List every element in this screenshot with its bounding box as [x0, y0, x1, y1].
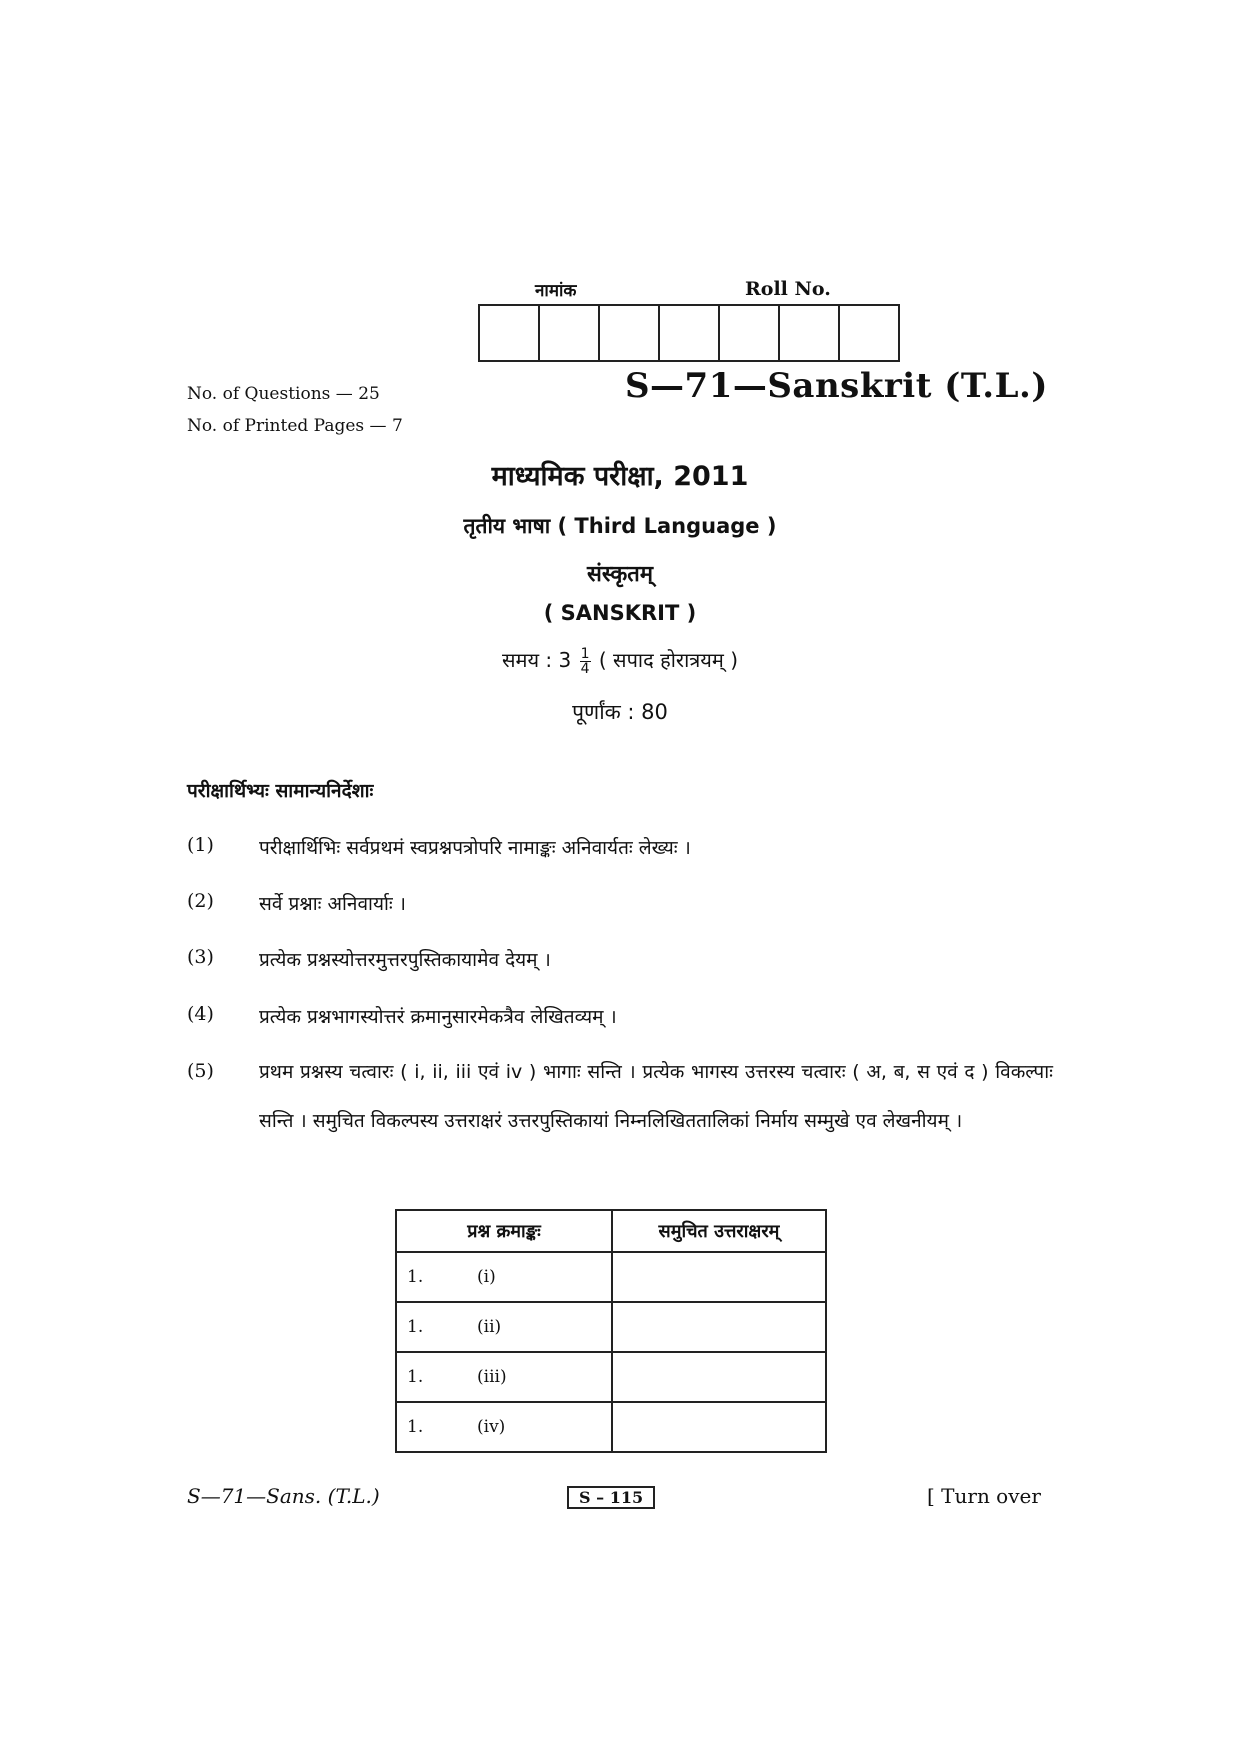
question-cell [396, 1252, 612, 1302]
instruction-number: (4) [187, 1003, 214, 1025]
time-line [0, 646, 1240, 676]
instruction-number: (5) [187, 1060, 214, 1082]
question-number: 1. [407, 1367, 424, 1387]
roll-digit-box[interactable] [720, 306, 780, 360]
time-fraction [580, 647, 591, 676]
roll-digit-box[interactable] [540, 306, 600, 360]
question-part: (iii) [477, 1367, 507, 1387]
roll-number-boxes [478, 304, 900, 362]
question-number: 1. [407, 1417, 424, 1437]
instruction-text: परीक्षार्थिभिः सर्वप्रथमं स्वप्रश्नपत्रोपरि नामाङ्कः अनिवार्यतः लेख्यः । [259, 837, 691, 859]
answer-cell[interactable] [612, 1252, 826, 1302]
table-row [396, 1402, 826, 1452]
turn-over-note: [ Turn over [927, 1484, 1041, 1508]
answer-table [395, 1209, 827, 1453]
column-header-question: प्रश्न क्रमाङ्कः [396, 1210, 612, 1252]
table-row [396, 1352, 826, 1402]
answer-cell[interactable] [612, 1352, 826, 1402]
exam-title: माध्यमिक परीक्षा, 2011 [491, 461, 749, 492]
subject-hindi: संस्कृतम् [586, 562, 654, 587]
table-header-row [396, 1210, 826, 1252]
fraction-denominator: 4 [580, 661, 590, 677]
table-row [396, 1252, 826, 1302]
roll-digit-box[interactable] [840, 306, 898, 360]
fraction-numerator: 1 [580, 646, 590, 662]
question-part: (i) [477, 1267, 496, 1287]
roll-label-hindi: नामांक [535, 281, 577, 301]
question-cell [396, 1402, 612, 1452]
instruction-number: (1) [187, 834, 214, 856]
instruction-text: प्रत्येक प्रश्नभागस्योत्तरं क्रमानुसारमेकत्रैव लेखितव्यम् । [259, 1006, 617, 1028]
instruction-number: (2) [187, 890, 214, 912]
footer-paper-code: S—71—Sans. (T.L.) [187, 1484, 380, 1508]
roll-label-english: Roll No. [745, 278, 831, 300]
question-count: No. of Questions — 25 [187, 384, 380, 404]
roll-digit-box[interactable] [780, 306, 840, 360]
question-cell [396, 1302, 612, 1352]
roll-digit-box[interactable] [480, 306, 540, 360]
paper-code-title: S—71—Sanskrit (T.L.) [625, 366, 1048, 406]
full-marks: पूर्णांक : 80 [572, 700, 668, 724]
time-prefix: समय : 3 [501, 648, 572, 672]
question-cell [396, 1352, 612, 1402]
column-header-answer: समुचित उत्तराक्षरम् [612, 1210, 826, 1252]
answer-cell[interactable] [612, 1402, 826, 1452]
page-count: No. of Printed Pages — 7 [187, 416, 403, 436]
question-number: 1. [407, 1267, 424, 1287]
question-number: 1. [407, 1317, 424, 1337]
footer-page-code: S – 115 [567, 1486, 655, 1509]
question-part: (ii) [477, 1317, 502, 1337]
roll-digit-box[interactable] [600, 306, 660, 360]
roll-digit-box[interactable] [660, 306, 720, 360]
table-row [396, 1302, 826, 1352]
instruction-text: सर्वे प्रश्नाः अनिवार्याः । [259, 893, 406, 915]
instruction-text: प्रत्येक प्रश्नस्योत्तरमुत्तरपुस्तिकायामेव देयम् । [259, 949, 551, 971]
instruction-text: प्रथम प्रश्नस्य चत्वारः ( i, ii, iii एवं iv ) भागाः सन्ति । प्रत्येक भागस्य उत्तरस्य चत्वारः ( अ, ब, स एवं द ) विकल्पाः सन्ति । समुचित विकल्पस्य उत्तराक्षरं उत्तरपुस्तिकायां निम्नलिखिततालिकां निर्माय सम्मुखे एव लेखनीयम् । [259, 1061, 1053, 1132]
question-part: (iv) [477, 1417, 506, 1437]
answer-cell[interactable] [612, 1302, 826, 1352]
time-suffix: ( सपाद होरात्रयम् ) [598, 648, 739, 672]
instructions-heading: परीक्षार्थिभ्यः सामान्यनिर्देशाः [187, 780, 374, 802]
subject-english: ( SANSKRIT ) [543, 601, 697, 625]
instruction-number: (3) [187, 946, 214, 968]
language-title: तृतीय भाषा ( Third Language ) [463, 514, 777, 538]
